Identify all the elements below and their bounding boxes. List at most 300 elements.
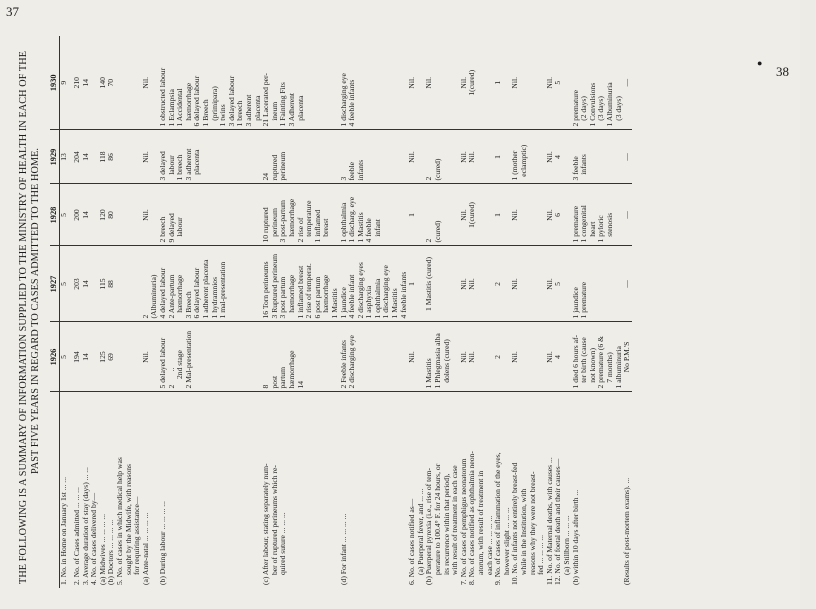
cell-line: 1 Breech [201, 99, 210, 127]
cell-line: 1 obstructed labour [158, 67, 168, 127]
cell-line: 1 jaundice [338, 287, 348, 319]
row-label-line: sought by the Midwife, with reasons [123, 464, 133, 575]
cell-line: perineum [278, 151, 288, 181]
cell-1926 [59, 322, 73, 392]
page-heading [18, 40, 42, 584]
cell-line: 1 albuminuria [613, 346, 623, 389]
cell-1929 [262, 130, 339, 184]
row-label [408, 392, 425, 588]
cell-line: 1 Albuminuria [604, 82, 614, 127]
cell-1926 [408, 322, 425, 392]
cell-line: 140 [97, 77, 107, 89]
cell-line: 88 [106, 280, 116, 288]
rotated-summary-table [16, 32, 816, 592]
row-label-line: each case ... ... ... ... [484, 515, 494, 575]
row-label-line: 10. No. of infants not entirely breast-fed [510, 462, 520, 585]
cell-line: Nil. [458, 209, 468, 221]
row-label-line: (Results of post-mortem exams). ... [622, 477, 632, 585]
table-row [425, 36, 459, 588]
cell-1926 [262, 322, 339, 392]
cell-1930 [340, 36, 409, 130]
cell-line: 2 discharging eyes [355, 262, 365, 319]
cell-1928 [623, 184, 632, 246]
cell-1927 [142, 246, 159, 322]
cell-line: — [622, 280, 632, 288]
cell-line: 5 [553, 282, 563, 286]
cell-line: 2 rise of temperat. [304, 263, 314, 319]
cell-line: Nil. [407, 76, 417, 89]
cell-line: 80 [106, 211, 116, 219]
table-row [142, 36, 159, 588]
cell-line: 2 .. [166, 367, 176, 389]
cell-1928 [572, 184, 624, 246]
cell-line: 14 [80, 153, 90, 161]
table-row [468, 36, 494, 588]
cell-line: infants [355, 159, 365, 181]
cell-line: 3 delayed labour [226, 75, 236, 127]
cell-1926 [554, 322, 571, 392]
cell-line: 4 delayed labour [158, 267, 168, 319]
cell-1927 [408, 246, 425, 322]
cell-line: 4 feeble infant [347, 274, 357, 319]
cell-1930 [494, 36, 511, 130]
cell-1926 [511, 322, 545, 392]
cell-line: 14 [80, 280, 90, 288]
cell-line: 2 [493, 282, 503, 286]
cell-line: Nil. [424, 76, 434, 89]
cell-1929 [408, 130, 425, 184]
cell-line: 1 [407, 213, 417, 217]
cell-1928 [554, 184, 571, 246]
cell-line: 4 [553, 155, 563, 159]
cell-1929 [554, 130, 571, 184]
table-row [408, 36, 425, 588]
row-label-line: atorum, with result of treatment in [476, 470, 485, 575]
cell-line: 10 ruptured [261, 207, 271, 243]
cell-line: 115 [97, 278, 107, 290]
cell-1927 [494, 246, 511, 322]
cell-line: 4 feeble infants [398, 271, 408, 319]
cell-line: post [269, 375, 279, 389]
row-label-line: 5. No. of cases in which medical help was [115, 457, 125, 585]
cell-line: Nil. [140, 209, 150, 221]
row-label-line: (b) within 10 days after birth ... [570, 489, 580, 585]
cell-line: Nil. [458, 76, 468, 89]
cell-line: 1 ophthalmia [338, 202, 348, 243]
row-label-line: (a) Ante-natal ... ... ... ... [140, 512, 150, 585]
cell-line: 1 jaundice [570, 287, 580, 319]
table-row [340, 36, 409, 588]
cell-1930 [468, 36, 494, 130]
cell-line: 3 post-partum [278, 200, 288, 243]
cell-line: Nil. [140, 151, 150, 163]
row-label-line: 2. No. of Cases admitted ... ... ... [72, 487, 82, 585]
row-label-line: (a) Midwives ... ... ... ... [97, 513, 107, 585]
cell-1927 [82, 246, 91, 322]
row-label [159, 392, 262, 588]
row-label [494, 392, 511, 588]
row-label-line: 3. Average duration of stay (days) ... ... [80, 467, 90, 585]
row-label-line: (b) Puerperal pyrexia (i.e., rise of tem- [424, 467, 434, 585]
cell-line: 118 [97, 151, 107, 163]
table-header-row [50, 36, 59, 588]
page-number-right: 38 [776, 64, 789, 79]
cell-line: 7 months) [604, 352, 614, 389]
cell-1926 [468, 322, 494, 392]
cell-1928 [511, 184, 545, 246]
row-label-line: (d) For infant ... ... ... ... [338, 513, 348, 585]
cell-line: 2 [424, 176, 434, 181]
cell-line: 2 [140, 314, 150, 319]
cell-line: Nil. [510, 278, 520, 290]
cell-line: Nil. [544, 209, 554, 221]
table-row [494, 36, 511, 588]
row-label-line: fed ... ... ... ... [536, 534, 546, 575]
cell-line: hæmorrhage [286, 350, 296, 389]
cell-line: (3 days) [613, 96, 623, 127]
cell-line: 3 delayed [158, 151, 168, 181]
cell-line: 1 premature [579, 282, 589, 319]
year-header: 1930 [50, 36, 59, 130]
cell-line: 1(cured) [467, 69, 477, 96]
cell-1928 [82, 184, 91, 246]
cell-1929 [511, 130, 545, 184]
cell-1927 [572, 246, 624, 322]
cell-line: 1 pyloric [596, 215, 606, 243]
row-label [142, 392, 159, 588]
cell-1926 [116, 322, 142, 392]
cell-line: Nil. [544, 151, 554, 163]
cell-1929 [468, 130, 494, 184]
cell-line: Nil. [140, 76, 150, 89]
cell-1927 [623, 246, 632, 322]
row-label [554, 392, 571, 588]
cell-line: 5 [58, 355, 68, 359]
cell-1929 [623, 130, 632, 184]
cell-1930 [511, 36, 545, 130]
cell-1926 [425, 322, 459, 392]
cell-line: 2 premature (6 & [596, 335, 606, 389]
bullet-mark: ● [757, 58, 763, 68]
cell-1927 [554, 246, 571, 322]
cell-line: 6 delayed labour [192, 267, 202, 319]
cell-line: 1 congenital [579, 205, 589, 243]
cell-line: 1 hydramnios [209, 276, 219, 319]
table-row [159, 36, 262, 588]
cell-line: temperature [304, 200, 314, 243]
cell-line: labour [175, 217, 185, 243]
cell-line: 70 [106, 78, 116, 87]
cell-1926 [107, 322, 116, 392]
cell-line: 1 inflamed [312, 209, 322, 243]
cell-line: 1 Eclampsia [166, 89, 176, 127]
cell-line: Nil. [544, 351, 554, 363]
cell-1928 [425, 184, 459, 246]
cell-line: heart [587, 221, 597, 243]
cell-1927 [468, 246, 494, 322]
cell-line: dolens (cured) [441, 339, 451, 389]
cell-line: (3 days) [596, 96, 606, 127]
row-label-line: its recurrence within that period), [441, 473, 451, 575]
cell-line: 1 breech [175, 154, 185, 181]
cell-line: 3 adherent [243, 94, 253, 127]
cell-line: 2 rise of [295, 217, 305, 243]
cell-line: Nil. [510, 351, 520, 363]
cell-1926 [340, 322, 409, 392]
cell-line: 3 feeble [570, 156, 580, 181]
cell-line: hæmorrhage [286, 198, 296, 243]
row-label-line: 11. No. of Maternal deaths, with causes ... [544, 457, 554, 585]
cell-line: 2 Mal-presentation [183, 330, 193, 389]
cell-1930 [116, 36, 142, 130]
row-label [511, 392, 545, 588]
cell-line: 200 [72, 209, 82, 221]
cell-1928 [262, 184, 339, 246]
row-label-line: reasons why they were not breast- [527, 471, 537, 575]
row-label [468, 392, 494, 588]
cell-line: 1 [493, 213, 503, 217]
cell-1929 [142, 130, 159, 184]
cell-line: (Albuminuria) [149, 274, 159, 319]
cell-1927 [59, 246, 73, 322]
cell-line: eclamptic) [518, 144, 528, 181]
cell-line: 2 Feeble infants [338, 339, 348, 389]
row-label-line: (a) Puerperal fever, and ... ... [415, 488, 425, 575]
cell-1926 [494, 322, 511, 392]
cell-1927 [511, 246, 545, 322]
cell-line: 3 post partum [278, 276, 288, 319]
heading-line-1: THE FOLLOWING IS A SUMMARY OF INFORMATION SUPPLIED TO THE MINISTRY OF HEALTH IN EACH OF THE [18, 50, 29, 584]
cell-line: 4 [553, 355, 563, 359]
row-label-line: (a) Stillborn ... ... ... [561, 515, 571, 575]
cell-line: 1 Mastitis [329, 288, 339, 319]
row-label-line: perature to 100.4° F. for 24 hours, or [433, 463, 443, 575]
table-row [511, 36, 545, 588]
cell-line: 1 asphyxia [364, 285, 374, 319]
cell-line: 3 Ruptured perineum [269, 253, 279, 319]
cell-line: 1 Accidental [175, 88, 185, 127]
cell-line: Nil. [140, 351, 150, 363]
cell-1929 [340, 130, 409, 184]
cell-line: 6 post partum [312, 276, 322, 319]
row-label-line: for requiring assistance— [132, 496, 142, 575]
cell-1928 [59, 184, 73, 246]
cell-line: 1 [493, 155, 503, 159]
cell-line: Nil. [544, 76, 554, 89]
cell-line: Nil. [544, 278, 554, 290]
table-row [554, 36, 571, 588]
cell-1927 [340, 246, 409, 322]
cell-line: Nil. [407, 151, 417, 163]
cell-1927 [107, 246, 116, 322]
cell-line: partum [278, 366, 288, 389]
cell-line: feeble [347, 161, 357, 181]
row-label [623, 392, 632, 588]
cell-line: ineum [269, 101, 279, 127]
cell-line: ter birth (cause [579, 337, 589, 389]
cell-1926 [82, 322, 91, 392]
cell-line: labour [166, 155, 176, 181]
row-label-line: (c) After labour, stating separately num- [261, 463, 271, 585]
cell-1930 [408, 36, 425, 130]
cell-1929 [59, 130, 73, 184]
cell-line: breast [321, 218, 331, 243]
cell-line: 5 delayed labour [158, 337, 168, 389]
cell-line: 1(cured) [467, 202, 477, 228]
cell-line: 1 Mastitis [390, 288, 400, 319]
cell-line: 4 feeble [364, 218, 374, 243]
cell-line: 1 Mastitis (cured) [424, 257, 434, 311]
cell-line: 1 adherent placenta [201, 259, 210, 319]
cell-line: 14 [80, 353, 90, 361]
cell-1929 [82, 130, 91, 184]
row-label [340, 392, 409, 588]
cell-line: Nil. [458, 151, 468, 163]
cell-1928 [468, 184, 494, 246]
cell-line: 1 died 6 hours af- [570, 334, 580, 389]
cell-line: 1 Mastitis [355, 212, 365, 243]
cell-line: Nil. [458, 278, 468, 290]
row-label [572, 392, 624, 588]
row-label-line: 4. No. of cases delivered by— [89, 492, 99, 585]
cell-line: 9 [58, 80, 68, 85]
row-label-line: (b) Doctors ... ... ... ... [106, 519, 116, 585]
table-row [116, 36, 142, 588]
cell-line: placenta [192, 149, 202, 181]
cell-line: 2 [424, 238, 434, 243]
cell-line: 203 [72, 278, 82, 290]
cell-line: 6 [553, 213, 563, 217]
year-header: 1928 [50, 184, 59, 246]
page-number-left: 37 [6, 4, 19, 19]
cell-line: 3 Breech [183, 291, 193, 319]
cell-line: — [622, 78, 632, 87]
cell-line: 1 [493, 80, 503, 85]
year-header: 1926 [50, 322, 59, 392]
cell-line: — [622, 211, 632, 219]
row-label-line: quired suture ... ... ... [278, 512, 288, 575]
cell-1928 [494, 184, 511, 246]
cell-line: (cured) [433, 158, 443, 181]
row-label-line: 1. No. in Home on January 1st ... ... [58, 477, 68, 585]
cell-line: hæmorrhage [321, 274, 331, 319]
table-row [623, 36, 632, 588]
cell-line: (cured) [433, 220, 443, 243]
cell-line: 2 Ante-partum [166, 274, 176, 319]
cell-line: 194 [72, 351, 82, 363]
table-row [99, 36, 108, 588]
cell-line: hæmorrhage [183, 82, 193, 127]
cell-line: 24 [261, 172, 271, 181]
cell-line: 1 twins [218, 104, 228, 127]
cell-line: 5 [58, 282, 68, 286]
cell-line: Nil. [458, 351, 468, 363]
row-label-line: 6. No. of cases notified as— [407, 498, 417, 585]
cell-1928 [408, 184, 425, 246]
cell-1926 [623, 322, 632, 392]
cell-1930 [554, 36, 571, 130]
cell-line: 2 discharging eye [347, 335, 357, 389]
cell-line: infants [579, 154, 589, 181]
cell-1930 [107, 36, 116, 130]
row-label-line: 7. No. of cases of pemphigus neonatorum [458, 458, 468, 585]
row-label-line: 8. No. of cases notified as ophthalmia neon- [467, 451, 477, 585]
header-blank [50, 392, 59, 588]
cell-line: placenta [252, 95, 262, 127]
cell-line: 1 mal-presentation [218, 261, 228, 319]
cell-1927 [159, 246, 262, 322]
cell-line: ruptured [269, 154, 279, 181]
cell-line: Nil. [510, 209, 520, 221]
row-label [425, 392, 459, 588]
cell-1930 [623, 36, 632, 130]
cell-line: 16 Torn perineums [261, 261, 271, 319]
row-label-line: with result of treatment in each case [450, 465, 460, 575]
cell-1926 [159, 322, 262, 392]
cell-line: 1 discharging eye [381, 265, 391, 319]
table-row [90, 36, 99, 588]
table-row [59, 36, 73, 588]
cell-1929 [116, 130, 142, 184]
cell-line: 1 ophthalmia [372, 278, 382, 319]
cell-line: 1 Fainting Fits [278, 82, 288, 127]
cell-line: hæmorrhage [286, 274, 296, 319]
cell-1929 [425, 130, 459, 184]
row-label [116, 392, 142, 588]
cell-1930 [159, 36, 262, 130]
row-label-line: 9. No. of cases of inflammation of the eyes, [493, 452, 503, 585]
cell-1928 [116, 184, 142, 246]
cell-1930 [572, 36, 624, 130]
row-label [262, 392, 339, 588]
cell-line: 13 [58, 153, 68, 161]
cell-line: 1 breech [235, 100, 245, 127]
cell-1930 [262, 36, 339, 130]
cell-line: Nil. [467, 351, 477, 363]
cell-line: stenosis [604, 212, 614, 243]
cell-1926 [572, 322, 624, 392]
cell-line: Nil. [407, 351, 417, 363]
cell-line: Nil. [467, 278, 477, 290]
cell-line: (primipara) [209, 86, 219, 127]
row-label-line: ber of ruptured perineums which re- [269, 465, 279, 575]
cell-line: 125 [97, 351, 107, 363]
cell-line: 1 [407, 282, 417, 286]
cell-line: 3 adherent [183, 148, 193, 181]
row-label-line: (b) During labour ... ... ... ... [158, 501, 168, 585]
cell-line: not known) [587, 348, 597, 389]
row-label-line: however slight ... ... ... [501, 507, 511, 575]
cell-line: 69 [106, 353, 116, 361]
cell-1928 [142, 184, 159, 246]
cell-line: No P.M.'S [622, 341, 632, 373]
cell-line: infant [372, 219, 382, 243]
cell-1929 [572, 130, 624, 184]
cell-line: 1 premature [570, 206, 580, 243]
cell-line: 2 premature [570, 90, 580, 127]
cell-line: Nil. [467, 151, 477, 163]
cell-1930 [425, 36, 459, 130]
cell-line: 2nd stage [175, 350, 185, 389]
cell-line: 5 [58, 213, 68, 217]
cell-line: 120 [97, 209, 107, 221]
cell-1929 [107, 130, 116, 184]
row-label-line: 12. No. of foetal death and their causes— [553, 458, 563, 585]
cell-1927 [425, 246, 459, 322]
table-row [572, 36, 624, 588]
cell-1927 [116, 246, 142, 322]
year-header: 1927 [50, 246, 59, 322]
